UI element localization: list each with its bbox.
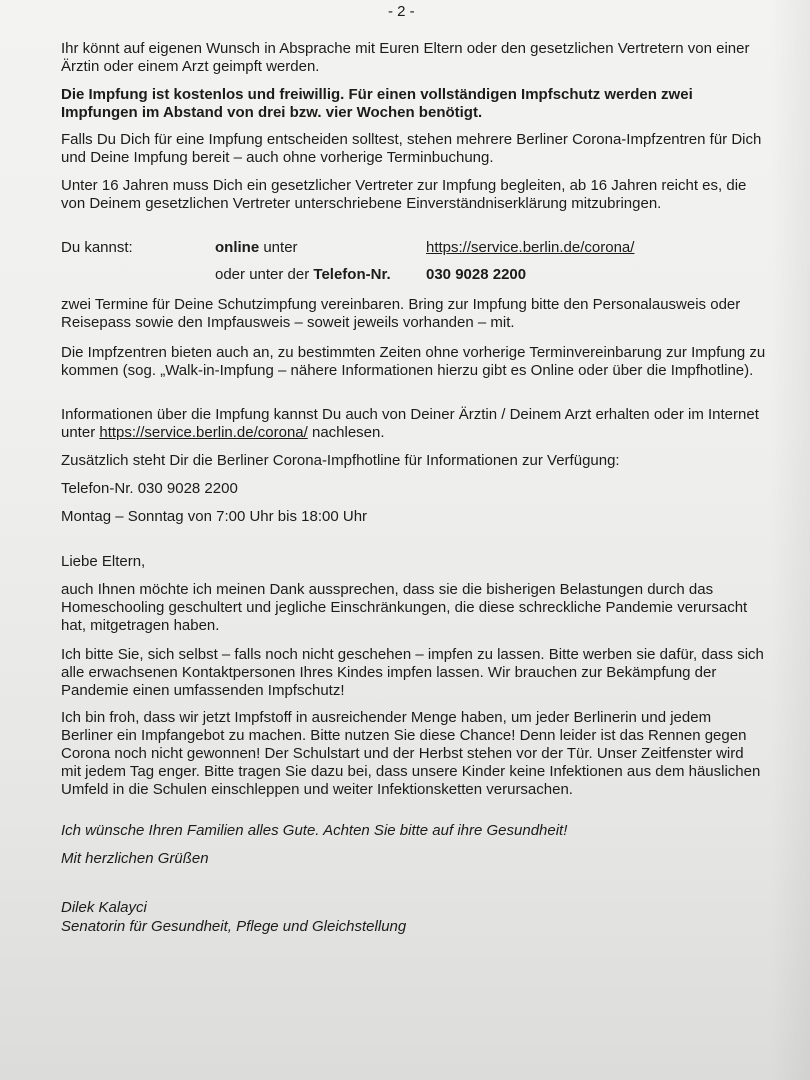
- wish-line: Ich wünsche Ihren Familien alles Gute. Achten Sie bitte auf ihre Gesundheit!: [61, 822, 568, 839]
- booking-phone-number: 030 9028 2200: [426, 266, 527, 283]
- paragraph-guardian: Unter 16 Jahren muss Dich ein gesetzlicher Vertreter zur Impfung begleiten, ab 16 Jahren reicht es, die von Deinem gesetzlichen Vertreter unterschriebene Einverständniserklärung mitzubringen.: [61, 177, 747, 212]
- info-text-a: Informationen über die Impfung kannst Du auch von Deiner Ärztin / Deinem Arzt erhalten oder im Internet unter: [61, 406, 759, 441]
- paragraph-thanks: auch Ihnen möchte ich meinen Dank aussprechen, dass sie die bisherigen Belastungen durch das Homeschooling geschultert und jegliche Einschränkungen, die diese schreckliche Pandemie verursacht hat, mitgetragen haben.: [61, 581, 748, 634]
- paragraph-vaccine-available: Ich bin froh, dass wir jetzt Impfstoff in ausreichender Menge haben, um jeder Berlinerin und jedem Berliner ein Impfangebot zu machen. Bitte nutzen Sie diese Chance! Denn leider ist das Rennen gegen Corona noch nicht gewonnen! Der Schulstart und der Herbst stehen vor der Tür. Unser Zeitfenster wird mit jedem Tag enger. Bitte tragen Sie dazu bei, dass unsere Kinder keine Infektionen aus dem häuslichen Umfeld in die Schulen einschleppen und weiter Infektionsketten verursachen.: [61, 709, 761, 798]
- paragraph-hotline: Zusätzlich steht Dir die Berliner Corona-Impfhotline für Informationen zur Verfügung:: [61, 452, 620, 469]
- paragraph-consent: Ihr könnt auf eigenen Wunsch in Absprache mit Euren Eltern oder den gesetzlichen Vertretern von einer Ärztin oder einem Arzt geimpft werden.: [61, 40, 750, 75]
- page-shadow: [770, 0, 810, 1080]
- page-number: - 2 -: [388, 3, 415, 20]
- closing-line: Mit herzlichen Grüßen: [61, 850, 209, 867]
- booking-phone: [215, 266, 391, 284]
- paragraph-vaccination-centers: Falls Du Dich für eine Impfung entscheiden solltest, stehen mehrere Berliner Corona-Impfzentren für Dich und Deine Impfung bereit – auch ohne vorherige Terminbuchung.: [61, 131, 762, 166]
- paragraph-walk-in: Die Impfzentren bieten auch an, zu bestimmten Zeiten ohne vorherige Terminvereinbarung zur Impfung zu kommen (sog. „Walk-in-Impfung – nähere Informationen hierzu gibt es Online oder über die Impfhotline).: [61, 344, 766, 379]
- paragraph-information: [61, 406, 766, 442]
- signer-title: Senatorin für Gesundheit, Pflege und Gleichstellung: [61, 918, 407, 935]
- paragraph-free-voluntary: Die Impfung ist kostenlos und freiwillig. Für einen vollständigen Impfschutz werden zwei Impfungen im Abstand von drei bzw. vier Wochen benötigt.: [61, 86, 693, 121]
- booking-phone-label: Telefon-Nr.: [313, 266, 391, 283]
- salutation-parents: Liebe Eltern,: [61, 553, 146, 570]
- booking-online-label: online: [215, 239, 260, 256]
- booking-lead: Du kannst:: [61, 239, 133, 256]
- paragraph-vaccinate-yourself: Ich bitte Sie, sich selbst – falls noch nicht geschehen – impfen zu lassen. Bitte werben sie dafür, dass sich alle erwachsenen Kontaktpersonen Ihres Kindes impfen lassen. Wir brauchen zur Bekämpfung der Pandemie einen umfassenden Impfschutz!: [61, 646, 764, 699]
- info-text-b: nachlesen.: [307, 424, 385, 441]
- booking-url-link[interactable]: https://service.berlin.de/corona/: [426, 239, 635, 256]
- hotline-phone: Telefon-Nr. 030 9028 2200: [61, 480, 238, 497]
- hotline-hours: Montag – Sonntag von 7:00 Uhr bis 18:00 Uhr: [61, 508, 368, 525]
- signer-name: Dilek Kalayci: [61, 899, 147, 916]
- booking-phone-prefix: oder unter der: [215, 266, 314, 283]
- info-url-link[interactable]: https://service.berlin.de/corona/: [99, 424, 308, 441]
- booking-online: [215, 239, 298, 257]
- booking-online-rest: unter: [259, 239, 298, 256]
- paragraph-appointments: zwei Termine für Deine Schutzimpfung vereinbaren. Bring zur Impfung bitte den Personalausweis oder Reisepass sowie den Impfausweis – soweit jeweils vorhanden – mit.: [61, 296, 741, 331]
